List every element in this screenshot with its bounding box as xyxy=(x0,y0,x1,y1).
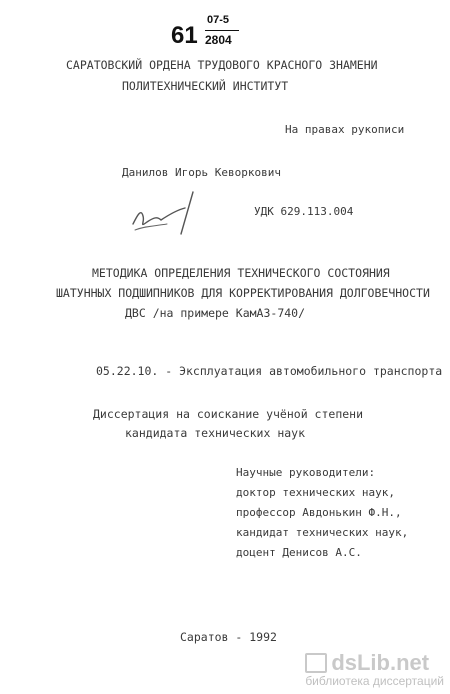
city-year: Саратов - 1992 xyxy=(180,630,277,644)
signature-image xyxy=(123,186,223,236)
advisor-line-4: доцент Денисов А.С. xyxy=(236,546,362,559)
stamp-bottom-code: 2804 xyxy=(205,33,232,47)
advisor-line-1: доктор технических наук, xyxy=(236,486,395,499)
dissertation-line-1: Диссертация на соискание учёной степени xyxy=(93,407,364,421)
dissertation-line-2: кандидата технических наук xyxy=(125,426,306,440)
stamp-divider xyxy=(205,30,239,31)
udk-code: УДК 629.113.004 xyxy=(254,205,354,218)
watermark xyxy=(305,650,444,688)
author-name: Данилов Игорь Кеворкович xyxy=(122,166,281,179)
institution-line-1: САРАТОВСКИЙ ОРДЕНА ТРУДОВОГО КРАСНОГО ЗНАМЕНИ xyxy=(66,58,378,72)
advisor-line-2: профессор Авдонькин Ф.Н., xyxy=(236,506,402,519)
stamp-number: 61 xyxy=(171,22,198,49)
title-line-3: ДВС /на примере КамАЗ-740/ xyxy=(125,306,306,320)
institution-line-2: ПОЛИТЕХНИЧЕСКИЙ ИНСТИТУТ xyxy=(122,79,289,93)
book-icon xyxy=(305,653,327,673)
watermark-logo xyxy=(305,650,444,676)
watermark-logo-text: dsLib.net xyxy=(331,650,430,675)
stamp-top-code: 07-5 xyxy=(207,14,230,26)
watermark-subtitle: библиотека диссертаций xyxy=(305,674,444,688)
title-line-1: МЕТОДИКА ОПРЕДЕЛЕНИЯ ТЕХНИЧЕСКОГО СОСТОЯНИЯ xyxy=(92,266,390,280)
advisor-line-3: кандидат технических наук, xyxy=(236,526,409,539)
advisors-heading: Научные руководители: xyxy=(236,466,376,479)
manuscript-note: На правах рукописи xyxy=(285,123,405,136)
specialty: 05.22.10. - Эксплуатация автомобильного транспорта xyxy=(96,364,443,378)
title-line-2: ШАТУННЫХ ПОДШИПНИКОВ ДЛЯ КОРРЕКТИРОВАНИЯ ДОЛГОВЕЧНОСТИ xyxy=(56,286,430,300)
